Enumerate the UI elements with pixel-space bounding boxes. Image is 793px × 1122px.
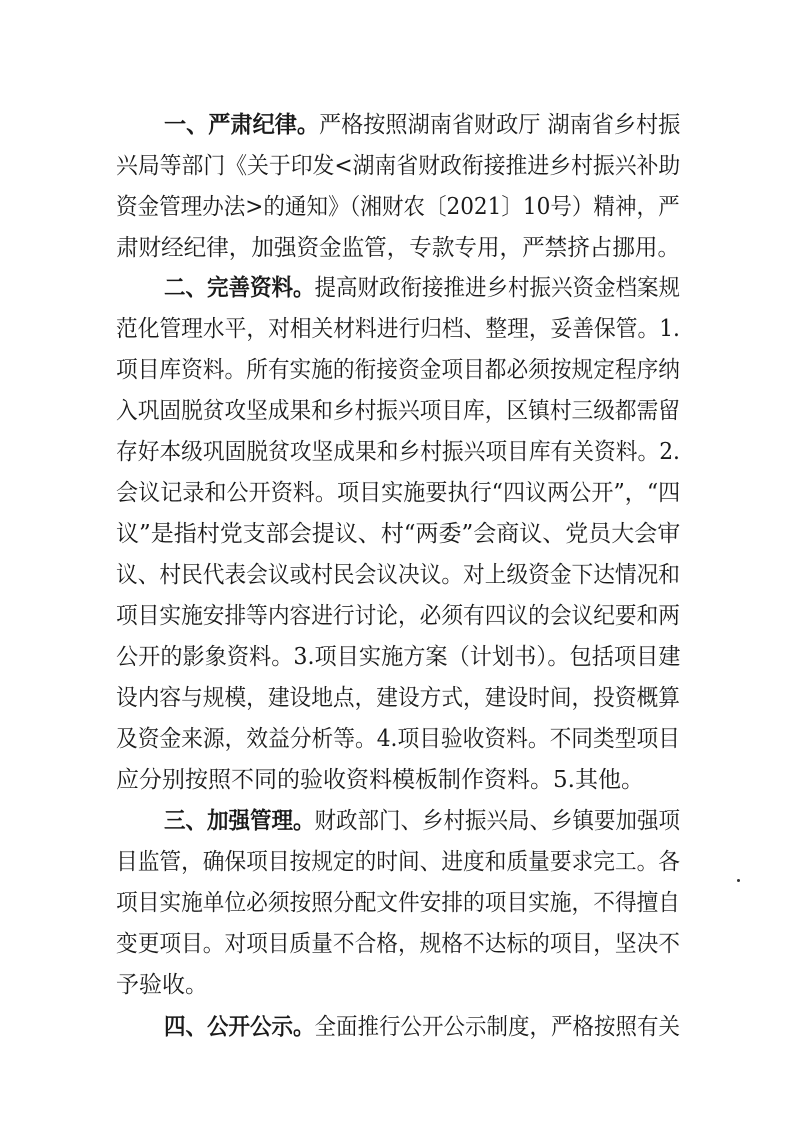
section-heading: 二、完善资料。 [164,275,315,301]
section-heading: 一、严肃纪律。 [164,112,319,138]
paragraph-line [164,1007,680,1047]
paragraph-line: 项目实施单位必须按照分配文件安排的项目实施，不得擅自 [116,890,680,916]
paragraph-line: 会议记录和公开资料。项目实施要执行“四议两公开”，“四 [116,480,681,506]
paragraph-line: 议、村民代表会议或村民会议决议。对上级资金下达情况和 [116,562,680,588]
paragraph-line: 设内容与规模，建设地点，建设方式，建设时间，投资概算 [116,685,680,711]
paragraph-text: 严格按照湖南省财政厅 湖南省乡村振 [318,112,681,138]
paragraph-line: 应分别按照不同的验收资料模板制作资料。5.其他。 [116,767,644,793]
paragraph-line: 范化管理水平，对相关材料进行归档、整理，妥善保管。1. [116,316,680,342]
paragraph-line: 项目库资料。所有实施的衔接资金项目都必须按规定程序纳 [116,357,680,383]
paragraph-line [164,105,680,145]
paragraph-line: 肃财经纪律，加强资金监管，专款专用，严禁挤占挪用。 [116,235,681,261]
paragraph-line: 资金管理办法>的通知》（湘财农〔2021〕10号）精神，严 [116,194,680,220]
paragraph-line [164,801,680,841]
paragraph-text: 财政部门、乡村振兴局、乡镇要加强项 [314,808,681,834]
section-heading: 四、公开公示。 [164,1014,315,1040]
paragraph-line: 入巩固脱贫攻坚成果和乡村振兴项目库，区镇村三级都需留 [116,398,680,424]
paragraph-line: 变更项目。对项目质量不合格，规格不达标的项目，坚决不 [116,931,680,957]
paragraph-text: 全面推行公开公示制度，严格按照有关 [314,1014,681,1040]
scan-speck [737,879,740,882]
paragraph-line: 予验收。 [116,972,208,998]
paragraph-text: 提高财政衔接推进乡村振兴资金档案规 [314,275,681,301]
paragraph-line: 兴局等部门《关于印发<湖南省财政衔接推进乡村振兴补助 [116,153,681,179]
paragraph-line [164,268,680,308]
paragraph-line: 目监管，确保项目按规定的时间、进度和质量要求完工。各 [116,849,680,875]
paragraph-line: 及资金来源，效益分析等。4.项目验收资料。不同类型项目 [116,726,680,752]
paragraph-line: 公开的影象资料。3.项目实施方案（计划书）。包括项目建 [116,644,681,670]
section-heading: 三、加强管理。 [164,808,315,834]
paragraph-line: 存好本级巩固脱贫攻坚成果和乡村振兴项目库有关资料。2. [116,439,680,465]
paragraph-line: 议”是指村党支部会提议、村“两委”会商议、党员大会审 [116,521,681,547]
paragraph-line: 项目实施安排等内容进行讨论，必须有四议的会议纪要和两 [116,603,680,629]
